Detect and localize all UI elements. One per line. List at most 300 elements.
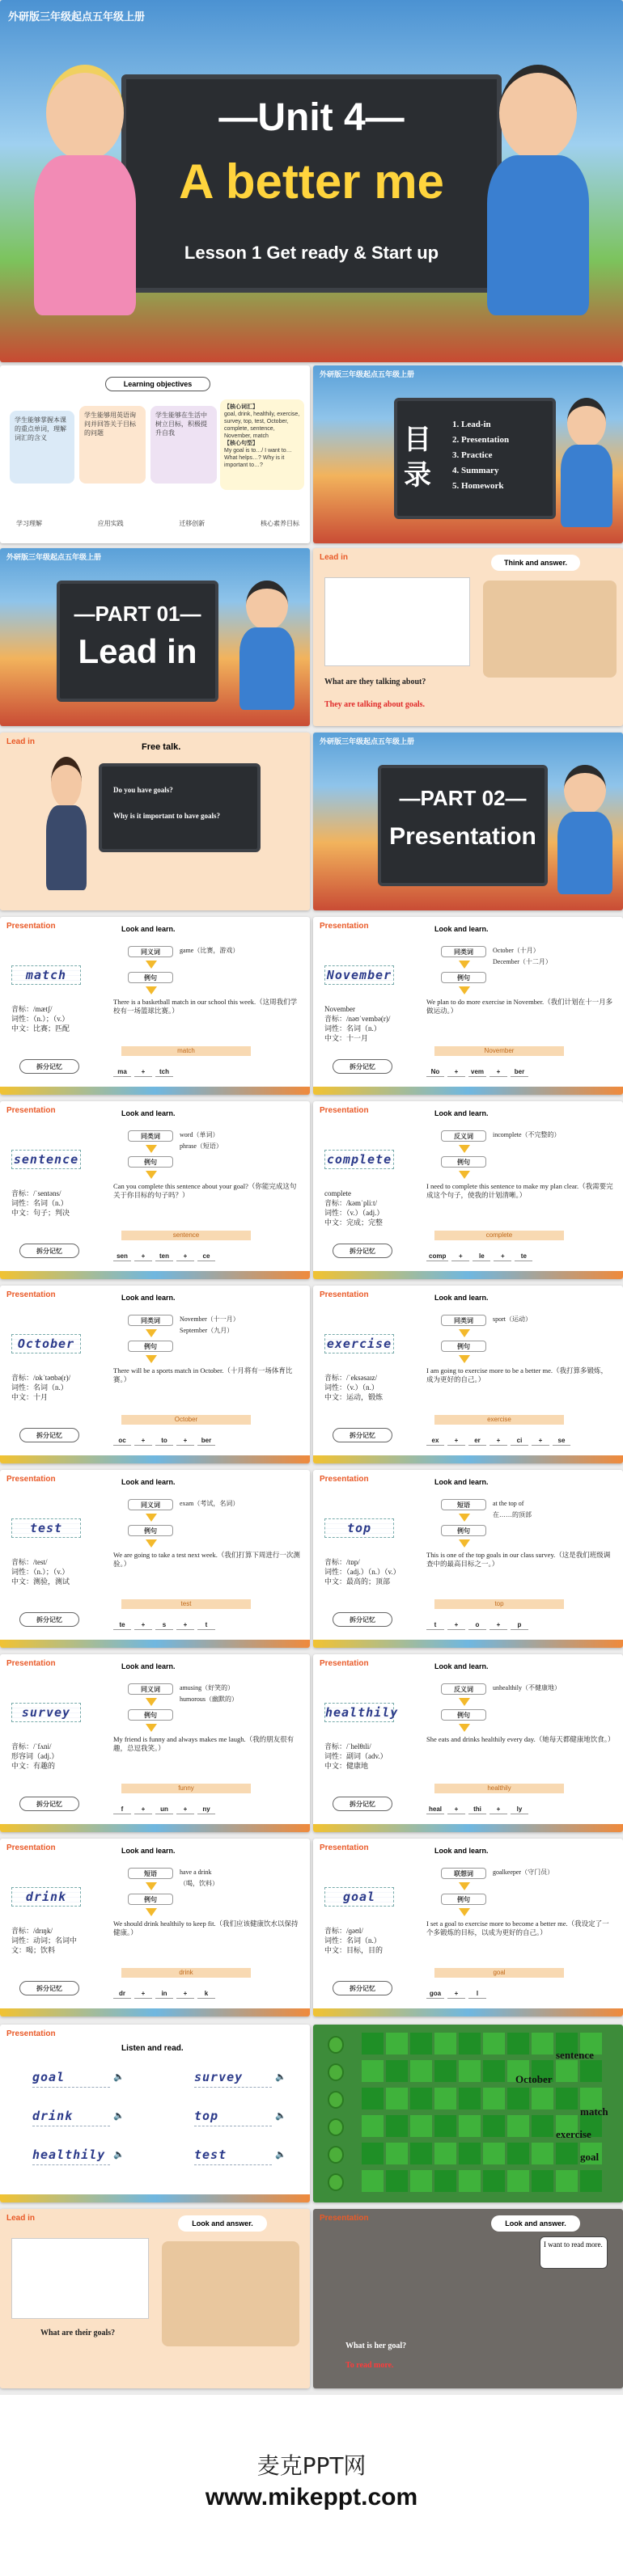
syllable-part: un [155, 1805, 173, 1814]
word-info: 音标：/test/ 词性：（n.）；（v.） 中文：测验，测试 [11, 1558, 70, 1586]
slide-word-drink[interactable] [0, 1839, 310, 2016]
speaker-icon[interactable]: 🔈 [113, 2150, 125, 2160]
lawn-tile [434, 2115, 456, 2137]
arrow-icon [459, 961, 470, 969]
lawn-tile [507, 2033, 529, 2054]
slide-listen[interactable] [0, 2025, 310, 2202]
girl-illustration [24, 65, 146, 332]
brand-footer [0, 2395, 623, 2576]
lawn-tile [386, 2060, 408, 2082]
arrow-icon [459, 1698, 470, 1706]
section-tag: Lead in [6, 737, 36, 746]
word-card[interactable]: drink [11, 1887, 81, 1907]
syllable-part: + [134, 1620, 152, 1630]
lawn-tile [362, 2060, 384, 2082]
slide-word-October[interactable] [0, 1286, 310, 1463]
syllable-part: vem [468, 1067, 486, 1077]
syllable-bar: funny [121, 1784, 251, 1793]
plant-icon[interactable] [328, 2146, 344, 2164]
relation-a: amusing（好笑的） [180, 1684, 235, 1691]
relation-b: phrase（短语） [180, 1142, 222, 1150]
syllable-part: + [490, 1436, 507, 1446]
lawn-tile [434, 2170, 456, 2192]
section-tag: Presentation [6, 2029, 56, 2038]
listen-heading: Listen and read. [121, 2044, 184, 2053]
lawn-tile [532, 2088, 553, 2109]
relation-label: 联想词 [441, 1868, 486, 1879]
word-info: 音标：/ˈeksəsaɪz/ 词性：（v.）（n.） 中文：运动，锻炼 [324, 1374, 384, 1401]
word-card[interactable]: goal [324, 1887, 394, 1907]
relation-label: 反义词 [441, 1130, 486, 1142]
lookandlearn-heading: Look and learn. [121, 1847, 176, 1855]
syllable-part: tch [155, 1067, 173, 1077]
section-tag: Presentation [320, 1475, 369, 1484]
lookandlearn-heading: Look and learn. [121, 1478, 176, 1486]
example-label: 例句 [128, 1156, 173, 1168]
lawn-tile [459, 2060, 481, 2082]
word-card[interactable]: survey [11, 1703, 81, 1722]
zombie-word[interactable]: sentence [556, 2049, 594, 2061]
slide-word-healthily[interactable] [313, 1654, 623, 1832]
example-sentence: I set a goal to exercise more to become a better me.（我设定了一个多锻炼的目标，以成为更好的自己。） [426, 1919, 609, 1936]
syllable-part: k [197, 1989, 215, 1999]
word-info: 音标：/ˈsentəns/ 词性：名词（n.） 中文：句子；判决 [11, 1189, 70, 1217]
think-question: What are they talking about? [324, 678, 426, 686]
lawn-tile [556, 2170, 578, 2192]
plant-icon[interactable] [328, 2063, 344, 2081]
relation-b: humorous（幽默的） [180, 1696, 238, 1703]
teacher-illustration [42, 757, 91, 898]
relation-b: September（九月） [180, 1327, 234, 1334]
lawn-tile [434, 2060, 456, 2082]
example-label: 例句 [441, 1341, 486, 1352]
syllable-part: er [468, 1436, 486, 1446]
syllable-part: f [113, 1805, 131, 1814]
example-label: 例句 [441, 1525, 486, 1536]
relation-label: 同类词 [128, 1130, 173, 1142]
lawn-tile [556, 2143, 578, 2164]
brand-name: 麦克PPT网 [256, 2452, 367, 2479]
word-info: 音标：/ɡəʊl/ 词性：名词（n.） 中文：目标，目的 [324, 1927, 384, 1954]
lawn-tile [386, 2033, 408, 2054]
speech-bubble: I want to read more. [540, 2236, 608, 2269]
slide-word-survey[interactable] [0, 1654, 310, 1832]
lawn-tile [483, 2060, 505, 2082]
word-info: 音标：/ˈfʌni/ 形容词（adj.） 中文：有趣的 [11, 1742, 59, 1770]
lawn-tile [386, 2115, 408, 2137]
lawn-tile [483, 2033, 505, 2054]
section-tag: Presentation [320, 2214, 369, 2223]
lawn-tile [483, 2170, 505, 2192]
arrow-icon [459, 1882, 470, 1890]
syllable-part: l [468, 1989, 486, 1999]
lawn-tile [532, 2033, 553, 2054]
arrow-icon [146, 1908, 157, 1916]
syllable-bar: November [434, 1046, 564, 1056]
lawn-tile [410, 2115, 432, 2137]
speaker-icon[interactable]: 🔈 [275, 2072, 286, 2082]
freetalk-q1: Do you have goals? [113, 786, 173, 794]
syllable-part: oc [113, 1436, 131, 1446]
example-label: 例句 [441, 1894, 486, 1905]
syllable-part: + [447, 1805, 465, 1814]
syllable-part: + [134, 1805, 152, 1814]
lawn-tile [507, 2170, 529, 2192]
section-tag: Presentation [6, 1843, 56, 1852]
syllable-parts [113, 1805, 215, 1814]
split-memory-label: 拆分记忆 [333, 1428, 392, 1442]
kids-scene [483, 581, 617, 678]
arrow-icon [146, 986, 157, 995]
answer2-question: What is her goal? [345, 2342, 407, 2350]
contents-item[interactable]: 1. Lead-in [452, 420, 491, 429]
lawn-tile [556, 2088, 578, 2109]
syllable-bar: top [434, 1599, 564, 1609]
slide-part1[interactable] [0, 548, 310, 726]
relation-label: 同类词 [441, 1315, 486, 1326]
syllable-part: + [532, 1436, 549, 1446]
boy-illustration [556, 398, 617, 535]
lawn-tile [507, 2143, 529, 2164]
lookandlearn-heading: Look and learn. [434, 1847, 489, 1855]
syllable-bar: goal [434, 1968, 564, 1978]
boy-illustration [235, 581, 299, 718]
slide-word-sentence[interactable] [0, 1101, 310, 1279]
syllable-part: + [490, 1805, 507, 1814]
section-tag: Presentation [320, 1290, 369, 1299]
arrow-icon [459, 1355, 470, 1363]
syllable-part: + [447, 1436, 465, 1446]
arrow-icon [146, 961, 157, 969]
arrow-icon [459, 1171, 470, 1179]
section-tag: Lead in [6, 2214, 36, 2223]
survey-sheet [324, 577, 470, 666]
example-label: 例句 [128, 1525, 173, 1536]
example-label: 例句 [441, 1156, 486, 1168]
lookandlearn-heading: Look and learn. [434, 1109, 489, 1117]
objective-card-3: 学生能够在生活中树立目标，积极提升自我 [150, 406, 217, 484]
syllable-parts [113, 1252, 215, 1261]
lawn-tile [434, 2033, 456, 2054]
contents-item[interactable]: 2. Presentation [452, 435, 510, 445]
slide-answer1[interactable] [0, 2209, 310, 2388]
syllable-bar: October [121, 1415, 251, 1425]
relation-a: game（比赛，游戏） [180, 947, 239, 954]
syllable-part: le [473, 1252, 490, 1261]
lawn-tile [556, 2060, 578, 2082]
speaker-icon[interactable]: 🔈 [113, 2111, 125, 2121]
lawn-tile [459, 2033, 481, 2054]
slide-word-complete[interactable] [313, 1101, 623, 1279]
arrow-icon [146, 1724, 157, 1732]
slide-word-test[interactable] [0, 1470, 310, 1648]
syllable-bar: healthily [434, 1784, 564, 1793]
listen-word[interactable]: goal [32, 2070, 110, 2088]
slide-word-goal[interactable] [313, 1839, 623, 2016]
relation-b: 在……的顶部 [493, 1511, 532, 1518]
slide-objectives[interactable] [0, 365, 310, 543]
arrow-icon [146, 1882, 157, 1890]
split-memory-label: 拆分记忆 [19, 1612, 79, 1627]
word-card[interactable]: October [11, 1334, 81, 1353]
lawn-tile [483, 2115, 505, 2137]
part2-band: 外研版三年级起点五年级上册 [320, 737, 415, 745]
freetalk-title: Free talk. [142, 742, 181, 752]
relation-a: unhealthily（不健康地） [493, 1684, 561, 1691]
syllable-part: + [176, 1989, 194, 1999]
section-tag: Presentation [320, 1659, 369, 1668]
plant-icon[interactable] [328, 2173, 344, 2191]
zombie-word[interactable]: October [515, 2073, 553, 2085]
lawn-tile [386, 2143, 408, 2164]
example-sentence: There is a basketball match in our school this week.（这周我们学校有一场篮球比赛。） [113, 998, 298, 1015]
syllable-part: + [176, 1805, 194, 1814]
word-card[interactable]: match [11, 965, 81, 985]
lawn-tile [532, 2115, 553, 2137]
plant-icon[interactable] [328, 2091, 344, 2109]
lawn-tile [483, 2088, 505, 2109]
slide-word-match[interactable] [0, 917, 310, 1095]
relation-a: November（十一月） [180, 1315, 239, 1323]
relation-a: October（十月） [493, 947, 540, 954]
part1-name: Lead in [78, 632, 197, 670]
plant-icon[interactable] [328, 2118, 344, 2136]
syllable-part: dr [113, 1989, 131, 1999]
section-tag: Presentation [6, 1475, 56, 1484]
syllable-part: ma [113, 1067, 131, 1077]
syllable-part: te [113, 1620, 131, 1630]
syllable-part: se [553, 1436, 570, 1446]
contents-title: 目录 [404, 424, 431, 492]
publisher-label: 外研版三年级起点五年级上册 [8, 11, 146, 23]
lawn-tile [532, 2170, 553, 2192]
syllable-part: ci [511, 1436, 528, 1446]
lawn-tile [410, 2143, 432, 2164]
objective-notes: 【核心词汇】 goal, drink, healthily, exercise, survey, top, test, October, complete, sentence, November, match 【核心句型】 My goal is to…/ I want to… What helps…? Why is it important to…? [220, 399, 304, 490]
zombie-word[interactable]: match [580, 2105, 608, 2118]
contents-item[interactable]: 5. Homework [452, 481, 504, 491]
plant-icon[interactable] [328, 2036, 344, 2054]
section-tag: Presentation [320, 1843, 369, 1852]
syllable-part: s [155, 1620, 173, 1630]
syllable-part: + [176, 1620, 194, 1630]
slide-freetalk[interactable] [0, 733, 310, 910]
syllable-parts [426, 1620, 528, 1630]
kids-scene [162, 2241, 299, 2346]
brand-url[interactable]: www.mikeppt.com [205, 2484, 418, 2511]
syllable-part: + [490, 1620, 507, 1630]
word-info: 音标：/drɪŋk/ 词性：动词；名词中 文：喝；饮料 [11, 1927, 78, 1954]
syllable-parts [426, 1805, 528, 1814]
slide-contents[interactable] [313, 365, 623, 543]
boy-illustration [553, 765, 617, 902]
speaker-icon[interactable]: 🔈 [275, 2150, 286, 2160]
syllable-part: + [451, 1252, 469, 1261]
syllable-bar: complete [434, 1231, 564, 1240]
slide-word-November[interactable] [313, 917, 623, 1095]
freetalk-board [99, 763, 261, 852]
slide-cover[interactable] [0, 0, 623, 362]
relation-b: December（十二月） [493, 958, 552, 965]
syllable-part: ce [197, 1252, 215, 1261]
relation-a: at the top of [493, 1500, 524, 1507]
syllable-part: + [494, 1252, 511, 1261]
word-card[interactable]: exercise [324, 1334, 394, 1353]
syllable-part: + [447, 1067, 465, 1077]
word-card[interactable]: complete [324, 1150, 394, 1169]
word-card[interactable]: test [11, 1518, 81, 1538]
example-sentence: I am going to exercise more to be a better me.（我打算多锻炼，成为更好的自己。） [426, 1366, 608, 1383]
contents-list [452, 417, 509, 494]
lawn-tile [362, 2170, 384, 2192]
lawn-tile [410, 2060, 432, 2082]
syllable-parts [426, 1252, 532, 1261]
syllable-bar: drink [121, 1968, 251, 1978]
syllable-part: goa [426, 1989, 444, 1999]
example-sentence: My friend is funny and always makes me laugh.（我的朋友很有趣，总逗我笑。） [113, 1735, 295, 1752]
example-sentence: There will be a sports match in October.（十月将有一场体育比赛。） [113, 1366, 293, 1383]
example-label: 例句 [441, 972, 486, 983]
split-memory-label: 拆分记忆 [19, 1244, 79, 1258]
lawn-tile [459, 2088, 481, 2109]
arrow-icon [459, 1724, 470, 1732]
lawn-tile [507, 2088, 529, 2109]
lookandlearn-heading: Look and learn. [121, 1294, 176, 1302]
syllable-part: thi [468, 1805, 486, 1814]
lookandlearn-heading: Look and learn. [434, 1662, 489, 1670]
part1-band: 外研版三年级起点五年级上册 [6, 553, 102, 561]
answer2-bubble: Look and answer. [491, 2215, 580, 2232]
slide-answer2[interactable] [313, 2209, 623, 2388]
part2-name: Presentation [389, 823, 536, 850]
split-memory-label: 拆分记忆 [333, 1059, 392, 1074]
lawn-tile [459, 2170, 481, 2192]
lawn-tile [507, 2115, 529, 2137]
syllable-part: ex [426, 1436, 444, 1446]
split-memory-label: 拆分记忆 [333, 1797, 392, 1811]
example-sentence: We plan to do more exercise in November.（我们计划在十一月多做运动。） [426, 998, 613, 1015]
section-tag: Presentation [320, 922, 369, 931]
arrow-icon [459, 1145, 470, 1153]
word-card[interactable]: healthily [324, 1703, 394, 1722]
split-memory-label: 拆分记忆 [19, 1981, 79, 1995]
syllable-parts [426, 1436, 570, 1446]
syllable-parts [426, 1067, 528, 1077]
survey-sheet [11, 2238, 149, 2319]
speaker-icon[interactable]: 🔈 [113, 2072, 125, 2082]
split-memory-label: 拆分记忆 [333, 1244, 392, 1258]
lesson-title: A better me [179, 154, 444, 209]
slide-think[interactable] [313, 548, 623, 726]
contents-item[interactable]: 3. Practice [452, 450, 493, 460]
lawn-tile [459, 2143, 481, 2164]
part1-number: —PART 01— [74, 602, 201, 626]
lawn-tile [362, 2115, 384, 2137]
example-label: 例句 [128, 1709, 173, 1721]
word-card[interactable]: sentence [11, 1150, 81, 1169]
arrow-icon [459, 1539, 470, 1548]
listen-word[interactable]: drink [32, 2109, 110, 2126]
syllable-part: ber [511, 1067, 528, 1077]
slide-part2[interactable] [313, 733, 623, 910]
syllable-part: ber [197, 1436, 215, 1446]
boy-illustration [477, 65, 599, 332]
relation-label: 短语 [128, 1868, 173, 1879]
relation-label: 同义词 [128, 1683, 173, 1695]
example-label: 例句 [128, 1341, 173, 1352]
slide-game[interactable] [313, 2025, 623, 2202]
slide-word-top[interactable] [313, 1470, 623, 1648]
contents-item[interactable]: 4. Summary [452, 466, 499, 475]
lawn-tile [410, 2170, 432, 2192]
listen-word[interactable]: survey [194, 2070, 272, 2088]
section-tag: Presentation [6, 1290, 56, 1299]
split-memory-label: 拆分记忆 [19, 1428, 79, 1442]
answer2-answer: To read more. [345, 2361, 394, 2370]
word-info: 音标：/mætʃ/ 词性：（n.）；（v.） 中文：比赛；匹配 [11, 1005, 70, 1033]
syllable-part: + [134, 1252, 152, 1261]
slide-word-exercise[interactable] [313, 1286, 623, 1463]
example-sentence: We are going to take a test next week.（我们打算下周进行一次测验。） [113, 1551, 300, 1568]
word-info: complete 音标：/kəmˈpliːt/ 词性：（v.）（adj.） 中文：完成；完整 [324, 1189, 384, 1227]
arrow-icon [459, 1329, 470, 1337]
lawn-tile [410, 2088, 432, 2109]
objectives-heading: Learning objectives [105, 377, 210, 391]
example-sentence: This is one of the top goals in our class survey.（这是我们班级调查中的最高目标之一。） [426, 1551, 611, 1568]
listen-word[interactable]: top [194, 2109, 272, 2126]
section-tag: Lead in [320, 553, 349, 562]
arrow-icon [459, 1514, 470, 1522]
relation-label: 同类词 [128, 1315, 173, 1326]
listen-word[interactable]: test [194, 2147, 272, 2165]
lawn-tile [580, 2060, 602, 2082]
syllable-part: + [134, 1989, 152, 1999]
lawn-tile [362, 2088, 384, 2109]
zombie-word[interactable]: goal [580, 2151, 600, 2163]
example-sentence: She eats and drinks healthily every day.（她每天都健康地饮食。） [426, 1735, 615, 1743]
split-memory-label: 拆分记忆 [333, 1612, 392, 1627]
example-label: 例句 [128, 972, 173, 983]
objective-card-2: 学生能够用英语询问并回答关于目标的问题 [79, 406, 146, 484]
word-info: 音标：/ˈhelθɪli/ 词性：副词（adv.） 中文：健康地 [324, 1742, 388, 1770]
listen-word[interactable]: healthily [32, 2147, 110, 2165]
word-card[interactable]: top [324, 1518, 394, 1538]
arrow-icon [146, 1171, 157, 1179]
lookandlearn-heading: Look and learn. [434, 1478, 489, 1486]
syllable-part: te [515, 1252, 532, 1261]
syllable-part: + [447, 1620, 465, 1630]
word-card[interactable]: November [324, 965, 394, 985]
syllable-part: + [176, 1436, 194, 1446]
syllable-part: ny [197, 1805, 215, 1814]
relation-a: exam（考试，名词） [180, 1500, 239, 1507]
syllable-part: in [155, 1989, 173, 1999]
example-label: 例句 [441, 1709, 486, 1721]
lookandlearn-heading: Look and learn. [121, 1109, 176, 1117]
example-sentence: We should drink healthily to keep fit.（我们应该健康饮水以保持健康。） [113, 1919, 299, 1936]
word-info: 音标：/tɒp/ 词性：（adj.）（n.）（v.） 中文：最高的；顶部 [324, 1558, 400, 1586]
zombie-word[interactable]: exercise [556, 2128, 591, 2140]
lawn-tile [434, 2143, 456, 2164]
unit-title: —Unit 4— [218, 96, 405, 139]
lawn-tile [459, 2115, 481, 2137]
relation-label: 同类词 [441, 946, 486, 957]
syllable-parts [113, 1620, 215, 1630]
relation-a: sport（运动） [493, 1315, 532, 1323]
speaker-icon[interactable]: 🔈 [275, 2111, 286, 2121]
lawn-tile [362, 2033, 384, 2054]
word-info: November 音标：/nəʊˈvembə(r)/ 词性：名词（n.） 中文：十一月 [324, 1005, 391, 1042]
